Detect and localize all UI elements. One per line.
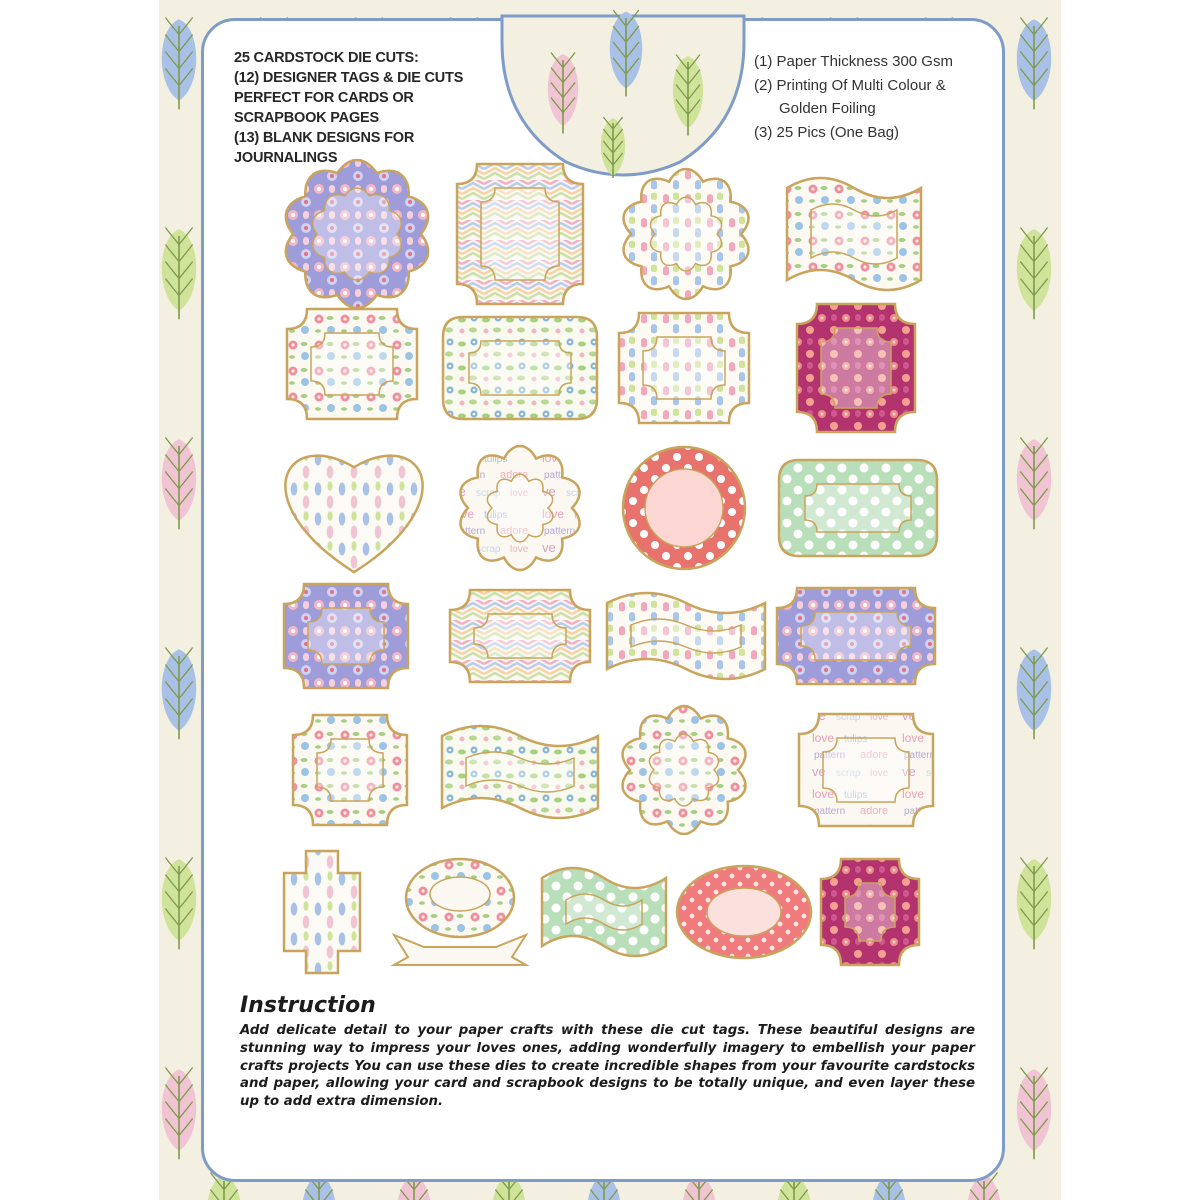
die-cut-tag xyxy=(624,169,749,299)
die-cut-tag xyxy=(619,313,749,423)
die-cut-tag xyxy=(284,851,360,973)
die-cut-tag xyxy=(797,304,915,432)
die-cut-tag xyxy=(450,590,590,682)
die-cut-tag xyxy=(286,160,428,308)
die-cut-tag xyxy=(787,178,921,290)
die-cut-tag xyxy=(287,309,417,419)
die-cut-tag xyxy=(284,584,408,688)
die-cut-tag xyxy=(442,726,598,818)
die-cut-tag xyxy=(607,593,765,679)
die-cut-tag xyxy=(443,317,597,419)
spec-line: Golden Foiling xyxy=(779,100,876,117)
contents-line: (12) DESIGNER TAGS & DIE CUTS xyxy=(234,70,464,86)
die-cut-tag xyxy=(542,868,666,956)
spec-line: (2) Printing Of Multi Colour & xyxy=(754,76,946,94)
contents-line: 25 CARDSTOCK DIE CUTS: xyxy=(234,50,419,66)
contents-line: PERFECT FOR CARDS OR xyxy=(234,90,414,106)
die-cut-tag xyxy=(285,456,422,572)
spec-line: (3) 25 Pics (One Bag) xyxy=(754,123,900,141)
die-cut-tag xyxy=(293,715,407,825)
die-cut-tag xyxy=(460,446,579,570)
contents-line: (13) BLANK DESIGNS FOR xyxy=(234,130,415,146)
die-cut-tag xyxy=(394,859,526,965)
die-cut-tag xyxy=(457,164,583,304)
die-cut-tag xyxy=(623,447,745,569)
contents-line: JOURNALINGS xyxy=(234,150,338,166)
die-cut-tag xyxy=(777,588,935,684)
die-cut-tag xyxy=(623,706,746,834)
die-cut-tag xyxy=(677,866,811,958)
contents-line: SCRAPBOOK PAGES xyxy=(234,110,379,126)
die-cut-tag xyxy=(799,714,933,826)
instruction-text: Add delicate detail to your paper crafts with these die cut tags. These beautiful designs are stunning way to impress your loves ones, adding wonderfully imagery to embellish your paper crafts projects You can use these dies to create incredible shapes from your favourite cardstocks and paper, allowing your card and scrapbook designs to be totally unique, and even layer these up to add extra dimension. xyxy=(240,1023,975,1110)
die-cut-tag xyxy=(821,859,919,965)
spec-line: (1) Paper Thickness 300 Gsm xyxy=(754,53,953,70)
die-cut-tag xyxy=(779,460,937,556)
instruction-title: Instruction xyxy=(240,993,376,1018)
